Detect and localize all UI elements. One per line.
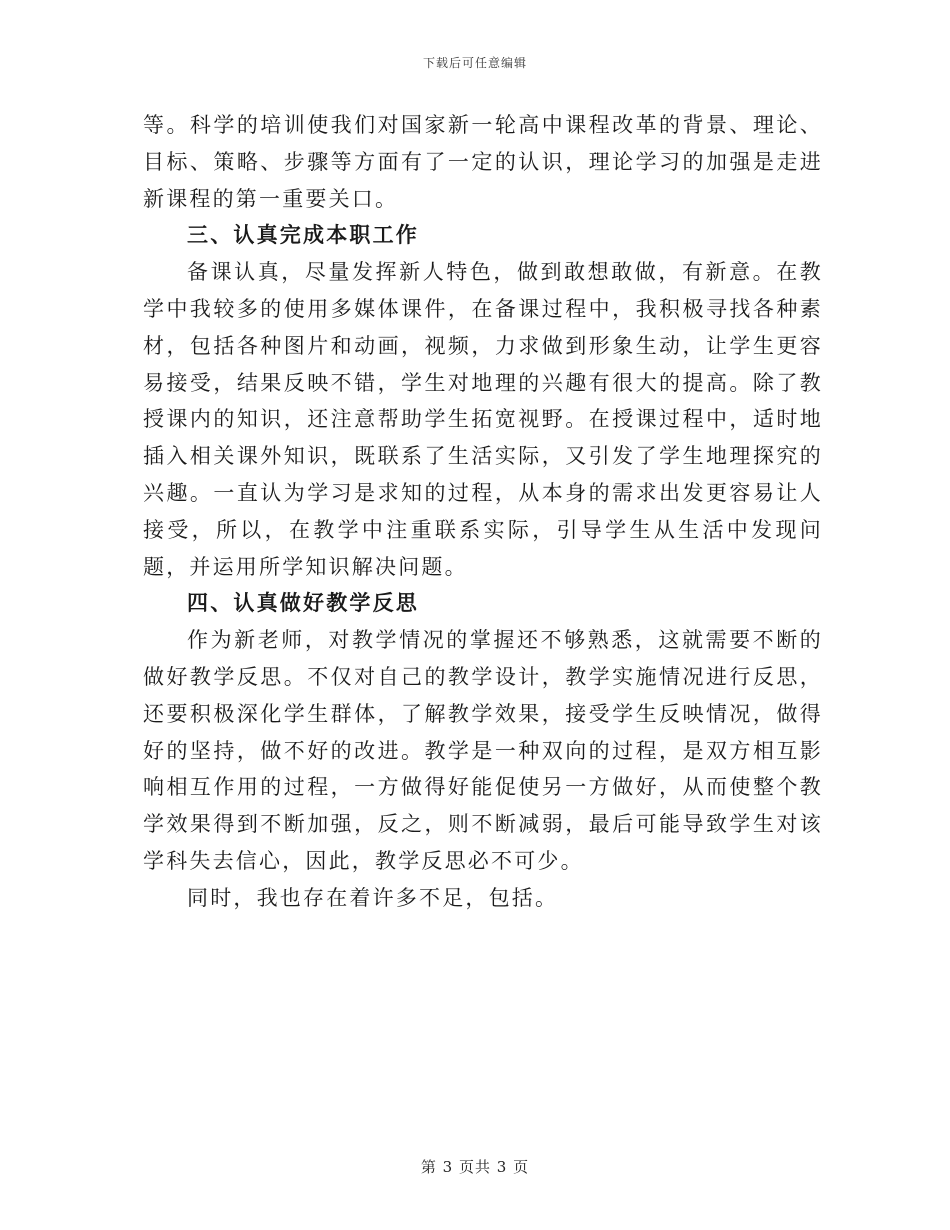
document-body — [143, 107, 823, 917]
section-heading-3: 三、认真完成本职工作 — [187, 222, 419, 248]
section-heading-4: 四、认真做好教学反思 — [187, 590, 419, 616]
paragraph-shortcomings: 同时，我也存在着许多不足，包括。 — [187, 885, 559, 910]
paragraph-teaching-reflection: 作为新老师，对教学情况的掌握还不够熟悉，这就需要不断的做好教学反思。不仅对自己的教学设计，教学实施情况进行反思，还要积极深化学生群体，了解教学效果，接受学生反映情况，做得好的坚持，做不好的改进。教学是一种双向的过程，是双方相互影响相互作用的过程，一方做得好能促使另一方做好，从而使整个教学效果得到不断加强，反之，则不断减弱，最后可能导致学生对该学科失去信心，因此，教学反思必不可少。 — [143, 628, 823, 873]
page-footer: 第 3 页共 3 页 — [420, 1158, 530, 1176]
paragraph-continued: 等。科学的培训使我们对国家新一轮高中课程改革的背景、理论、目标、策略、步骤等方面有了一定的认识，理论学习的加强是走进新课程的第一重要关口。 — [143, 113, 823, 211]
page-header: 下载后可任意编辑 — [422, 56, 527, 70]
paragraph-lesson-preparation: 备课认真，尽量发挥新人特色，做到敢想敢做，有新意。在教学中我较多的使用多媒体课件，在备课过程中，我积极寻找各种素材，包括各种图片和动画，视频，力求做到形象生动，让学生更容易接受，结果反映不错，学生对地理的兴趣有很大的提高。除了教授课内的知识，还注意帮助学生拓宽视野。在授课过程中，适时地插入相关课外知识，既联系了生活实际，又引发了学生地理探究的兴趣。一直认为学习是求知的过程，从本身的需求出发更容易让人接受，所以，在教学中注重联系实际，引导学生从生活中发现问题，并运用所学知识解决问题。 — [143, 260, 823, 579]
